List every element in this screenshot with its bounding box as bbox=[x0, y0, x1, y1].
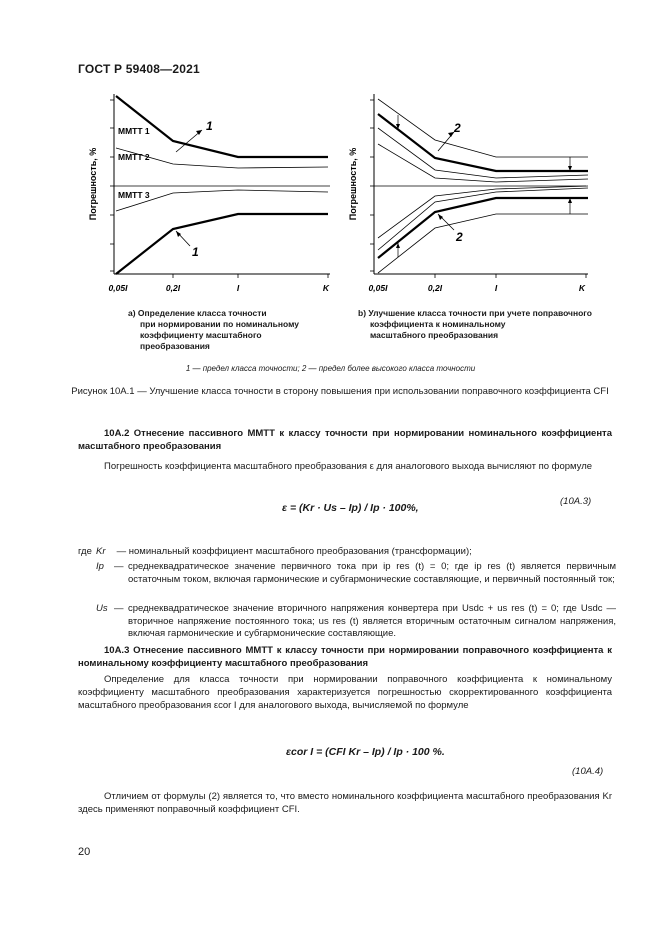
caption-line: масштабного преобразования bbox=[370, 330, 499, 340]
right-error-chart bbox=[338, 88, 598, 300]
closing-paragraph: Отличием от формулы (2) является то, что вместо номинального коэффициента масштабного преобразования Kr здесь применяют поправочный коэффициент CFI. bbox=[78, 791, 612, 815]
callout-arrow bbox=[438, 214, 443, 220]
left-panel-caption bbox=[128, 308, 328, 352]
dash: — bbox=[114, 603, 124, 614]
right-panel-caption bbox=[358, 308, 618, 341]
xtick-label: 0,2I bbox=[165, 283, 181, 293]
section-10a2-intro: Погрешность коэффициента масштабного преобразования ε для аналогового выхода вычисляют по формуле bbox=[104, 461, 593, 472]
xtick-label: 0,05I bbox=[108, 283, 128, 293]
document-header: ГОСТ Р 59408—2021 bbox=[78, 62, 200, 76]
dash: — bbox=[116, 546, 127, 557]
symbol: Kr bbox=[96, 546, 106, 557]
callout-1-top: 1 bbox=[206, 119, 213, 133]
label-mmtt3: ММТТ 3 bbox=[118, 190, 150, 200]
xtick-label: K bbox=[322, 283, 330, 293]
xtick-label: I bbox=[236, 283, 240, 293]
callout-2-bottom: 2 bbox=[456, 230, 463, 244]
caption-line: b) Улучшение класса точности при учете поправочного bbox=[358, 308, 592, 318]
caption-line: а) Определение класса точности bbox=[128, 308, 267, 318]
definition-us bbox=[96, 603, 616, 641]
xtick-label: I bbox=[494, 283, 498, 293]
caption-line: преобразования bbox=[140, 341, 210, 351]
definition-text: среднеквадратическое значение вторичного напряжения конвертера при Usdc + us res (t) = 0; где Usdc — вторичное напряжение постоянного тока; us res (t) является вторичным остаточным сигналом напряжения, включая гармонические и субгармонические составляющие. bbox=[128, 603, 616, 639]
label-mmtt1: ММТТ 1 bbox=[118, 126, 150, 136]
callout-1-bottom: 1 bbox=[192, 245, 199, 259]
right-y-axis-label: Погрешность, % bbox=[348, 147, 358, 221]
caption-line: при нормировании по номинальному bbox=[140, 319, 300, 329]
dash: — bbox=[114, 561, 124, 572]
xtick-label: K bbox=[578, 283, 586, 293]
figure-legend: 1 — предел класса точности; 2 — предел более высокого класса точности bbox=[185, 364, 476, 373]
xtick-label: 0,05I bbox=[368, 283, 388, 293]
formula-10a3: ε = (Kr · Us – Ip) / Ip · 100%, bbox=[282, 502, 419, 514]
definition-ip bbox=[96, 561, 616, 586]
section-10a3-heading: 10А.3 Отнесение пассивного ММТТ к классу точности при нормировании поправочного коэффициента к номинальному коэффициенту масштабного преобразования bbox=[78, 645, 612, 669]
definition-text: номинальный коэффициент масштабного преобразования (трансформации); bbox=[128, 546, 472, 557]
definition-kr bbox=[96, 546, 616, 559]
left-error-chart bbox=[78, 88, 358, 300]
left-y-axis-label: Погрешность, % bbox=[88, 147, 98, 221]
symbol: Ip bbox=[96, 561, 104, 572]
eq-number-10a3: (10А.3) bbox=[560, 496, 592, 507]
formula-10a4: εcor I = (CFI Kr – Ip) / Ip · 100 %. bbox=[286, 746, 445, 758]
caption-line: коэффициенту масштабного bbox=[140, 330, 262, 340]
callout-2-top: 2 bbox=[454, 121, 461, 135]
caption-line: коэффициента к номинальному bbox=[370, 319, 506, 329]
definition-text: среднеквадратическое значение первичного тока при ip res (t) = 0; где ip res (t) является первичным остаточным током, включая гармонические и субгармонические составляющие, и первичный постоянный ток; bbox=[128, 561, 616, 585]
figure-caption: Рисунок 10А.1 — Улучшение класса точности в сторону повышения при использовании поправочного коэффициента CFI bbox=[71, 386, 609, 397]
eq-number-10a4: (10А.4) bbox=[572, 766, 604, 777]
page-number: 20 bbox=[78, 846, 91, 858]
where-label: где bbox=[78, 546, 92, 557]
section-10a2-heading: 10А.2 Отнесение пассивного ММТТ к классу точности при нормировании номинального коэффициента масштабного преобразования bbox=[78, 428, 612, 452]
section-10a3-body: Определение для класса точности при нормировании поправочного коэффициента к номинальному коэффициенту масштабного преобразования характеризуется погрешностью скорректированного коэффициента масштабного преобразования εcor I для аналогового выхода, вычисляемой по формуле bbox=[78, 674, 612, 711]
label-mmtt2: ММТТ 2 bbox=[118, 152, 150, 162]
symbol: Us bbox=[96, 603, 108, 614]
xtick-label: 0,2I bbox=[427, 283, 443, 293]
